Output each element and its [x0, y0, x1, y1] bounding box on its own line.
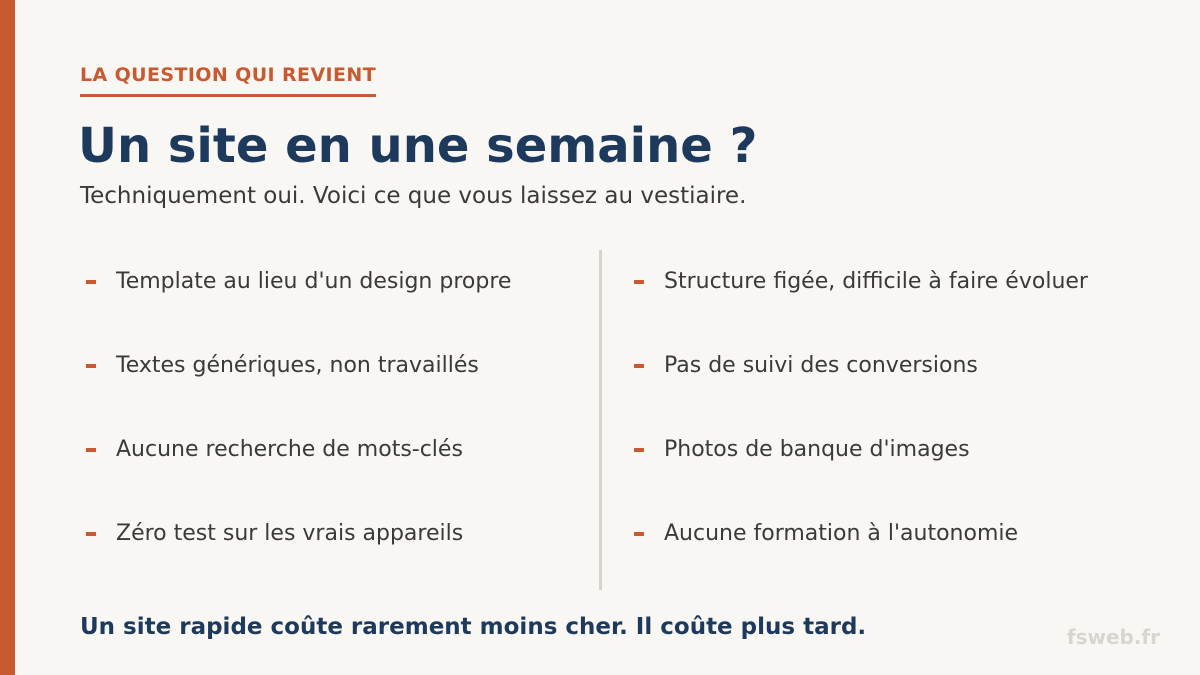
brand-watermark: fsweb.fr [1066, 625, 1160, 649]
dash-bullet-icon [634, 532, 644, 536]
list-item [80, 518, 550, 549]
list-item [80, 266, 550, 297]
dash-bullet-icon [86, 364, 96, 368]
list-item-text: Aucune formation à l'autonomie [664, 521, 1019, 546]
dash-bullet-icon [86, 448, 96, 452]
list-item-text: Textes génériques, non travaillés [116, 353, 479, 378]
footer-takeaway: Un site rapide coûte rarement moins cher. Il coûte plus tard. [80, 614, 867, 640]
list-item-text: Template au lieu d'un design propre [116, 269, 512, 294]
dash-bullet-icon [634, 364, 644, 368]
list-item [80, 350, 550, 381]
list-item-text: Photos de banque d'images [664, 437, 970, 462]
dash-bullet-icon [86, 532, 96, 536]
list-item-text: Structure figée, difficile à faire évoluer [664, 269, 1088, 294]
list-item [628, 266, 1098, 297]
list-item [80, 434, 550, 465]
list-item [628, 350, 1098, 381]
list-item [628, 518, 1098, 549]
dash-bullet-icon [634, 448, 644, 452]
accent-bar [0, 0, 15, 675]
eyebrow-label: LA QUESTION QUI REVIENT [80, 64, 376, 97]
list-item-text: Zéro test sur les vrais appareils [116, 521, 464, 546]
slide-subtitle: Techniquement oui. Voici ce que vous laissez au vestiaire. [80, 183, 747, 209]
dash-bullet-icon [86, 280, 96, 284]
slide-title: Un site en une semaine ? [78, 118, 758, 174]
list-item-text: Aucune recherche de mots-clés [116, 437, 463, 462]
list-item [628, 434, 1098, 465]
column-divider [599, 250, 602, 590]
dash-bullet-icon [634, 280, 644, 284]
list-item-text: Pas de suivi des conversions [664, 353, 978, 378]
